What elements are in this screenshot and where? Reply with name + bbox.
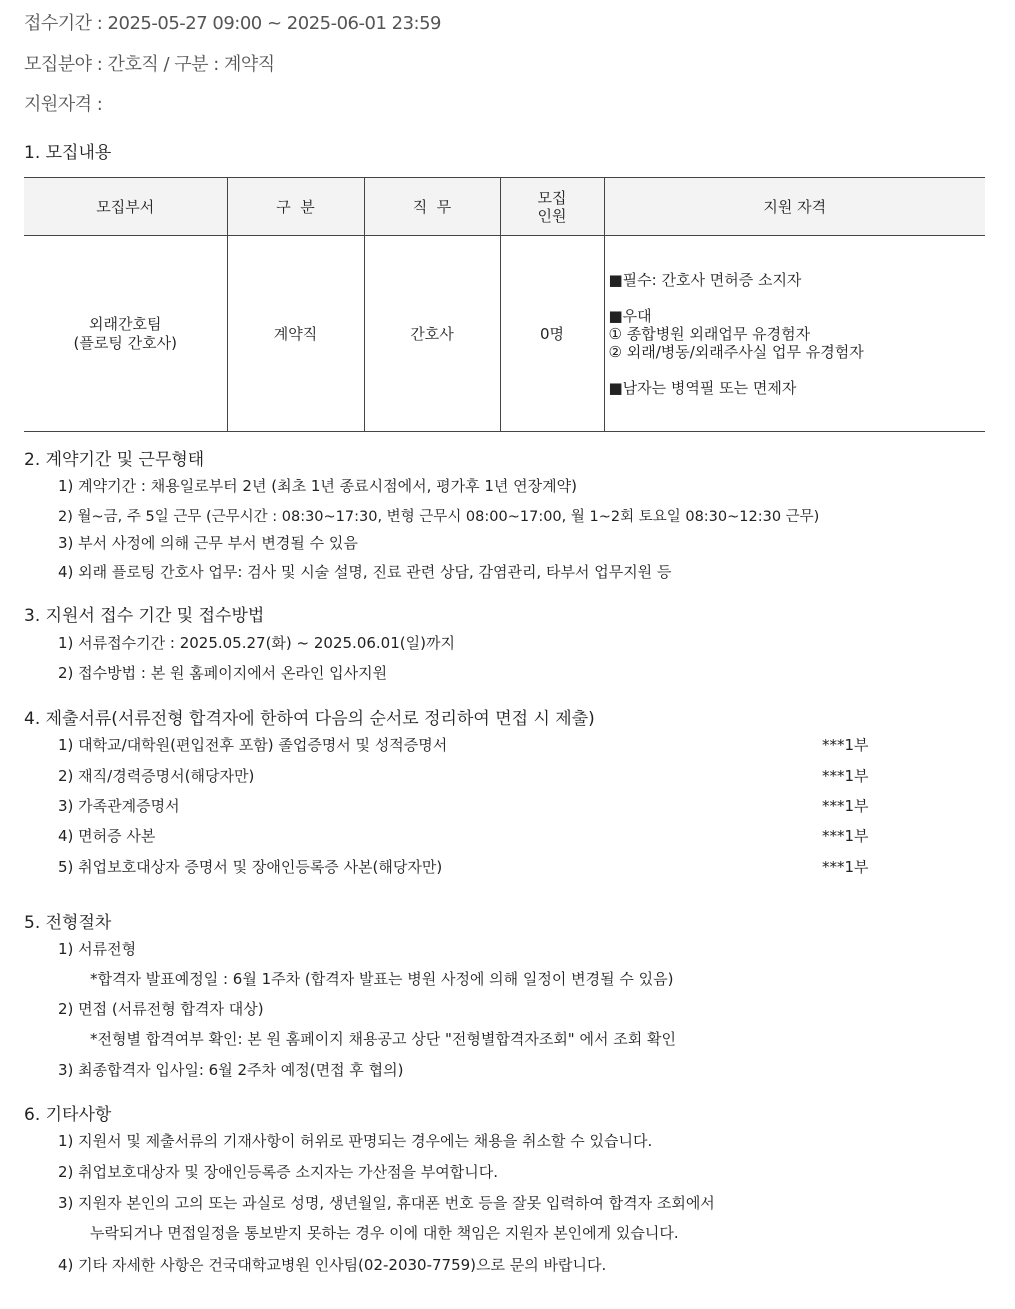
table-header-row [24, 178, 985, 236]
header-type: 구 분 [227, 178, 364, 236]
qualification-text: 지원자격 : [24, 94, 103, 115]
doc-copies-4: ***1부 [822, 827, 869, 845]
period-text: 접수기간 : 2025-05-27 09:00 ~ 2025-06-01 23:59 [24, 13, 441, 34]
doc-copies-3: ***1부 [822, 797, 869, 815]
header-dept: 모집부서 [24, 178, 227, 236]
cell-type: 계약직 [227, 236, 364, 432]
doc-copies-1: ***1부 [822, 736, 869, 754]
section2-item-3: 3) 부서 사정에 의해 근무 부서 변경될 수 있음 [58, 534, 358, 552]
section5-title: 5. 전형절차 [24, 913, 112, 933]
section2-item-2: 2) 월~금, 주 5일 근무 (근무시간 : 08:30~17:30, 변형 근무시 08:00~17:00, 월 1~2회 토요일 08:30~12:30 근무) [58, 509, 820, 525]
section2-item-4: 4) 외래 플로팅 간호사 업무: 검사 및 시술 설명, 진료 관련 상담, 감염관리, 타부서 업무지원 등 [58, 563, 672, 581]
section6-item-3-cont: 누락되거나 면접일정을 통보받지 못하는 경우 이에 대한 책임은 지원자 본인에게 있습니다. [90, 1224, 679, 1242]
header-duty: 직 무 [364, 178, 500, 236]
section2-item-1: 1) 계약기간 : 채용일로부터 2년 (최초 1년 종료시점에서, 평가후 1년 연장계약) [58, 477, 577, 495]
doc-copies-2: ***1부 [822, 767, 869, 785]
table-row [24, 236, 985, 432]
section6-item-1: 1) 지원서 및 제출서류의 기재사항이 허위로 판명되는 경우에는 채용을 취소할 수 있습니다. [58, 1132, 653, 1150]
section5-note-1: *합격자 발표예정일 : 6월 1주차 (합격자 발표는 병원 사정에 의해 일정이 변경될 수 있음) [90, 970, 674, 988]
section3-item-2: 2) 접수방법 : 본 원 홈페이지에서 온라인 입사지원 [58, 664, 388, 682]
section5-note-2: *전형별 합격여부 확인: 본 원 홈페이지 채용공고 상단 "전형별합격자조회" 에서 조회 확인 [90, 1030, 676, 1048]
section3-item-1: 1) 서류접수기간 : 2025.05.27(화) ~ 2025.06.01(일)까지 [58, 634, 455, 652]
doc-item-5: 5) 취업보호대상자 증명서 및 장애인등록증 사본(해당자만) [58, 858, 443, 876]
section5-item-2: 2) 면접 (서류전형 합격자 대상) [58, 1000, 264, 1018]
section6-title: 6. 기타사항 [24, 1105, 112, 1125]
section4-title: 4. 제출서류(서류전형 합격자에 한하여 다음의 순서로 정리하여 면접 시 제출) [24, 709, 595, 729]
header-qual: 지원 자격 [604, 178, 985, 236]
doc-item-2: 2) 재직/경력증명서(해당자만) [58, 767, 255, 785]
section2-title: 2. 계약기간 및 근무형태 [24, 450, 205, 470]
section6-item-2: 2) 취업보호대상자 및 장애인등록증 소지자는 가산점을 부여합니다. [58, 1163, 499, 1181]
cell-dept [24, 236, 227, 432]
cell-qual [604, 236, 985, 432]
qual-required: ■필수: 간호사 면허증 소지자 [608, 270, 802, 289]
section5-item-3: 3) 최종합격자 입사일: 6월 2주차 예정(면접 후 협의) [58, 1061, 404, 1079]
qual-preferred-1: ① 종합병원 외래업무 유경험자 [608, 324, 811, 343]
section1-title: 1. 모집내용 [24, 143, 112, 163]
section5-item-1: 1) 서류전형 [58, 940, 137, 958]
recruit-table [24, 177, 985, 432]
doc-item-1: 1) 대학교/대학원(편입전후 포함) 졸업증명서 및 성적증명서 [58, 736, 448, 754]
cell-duty: 간호사 [364, 236, 500, 432]
doc-item-4: 4) 면허증 사본 [58, 827, 156, 845]
qual-preferred: ■우대 [608, 306, 652, 325]
qual-preferred-2: ② 외래/병동/외래주사실 업무 유경험자 [608, 342, 864, 361]
header-count: 모집 인원 [500, 178, 604, 236]
doc-item-3: 3) 가족관계증명서 [58, 797, 180, 815]
section6-item-4: 4) 기타 자세한 사항은 건국대학교병원 인사팀(02-2030-7759)으로 문의 바랍니다. [58, 1256, 607, 1274]
section3-title: 3. 지원서 접수 기간 및 접수방법 [24, 606, 265, 626]
doc-copies-5: ***1부 [822, 858, 869, 876]
qual-military: ■남자는 병역필 또는 면제자 [608, 378, 797, 397]
dept-line2: (플로팅 간호사) [73, 333, 177, 352]
section6-item-3: 3) 지원자 본인의 고의 또는 과실로 성명, 생년월일, 휴대폰 번호 등을 잘못 입력하여 합격자 조회에서 [58, 1194, 715, 1212]
dept-line1: 외래간호팀 [89, 314, 162, 333]
field-text: 모집분야 : 간호직 / 구분 : 계약직 [24, 54, 275, 75]
cell-count: 0명 [500, 236, 604, 432]
